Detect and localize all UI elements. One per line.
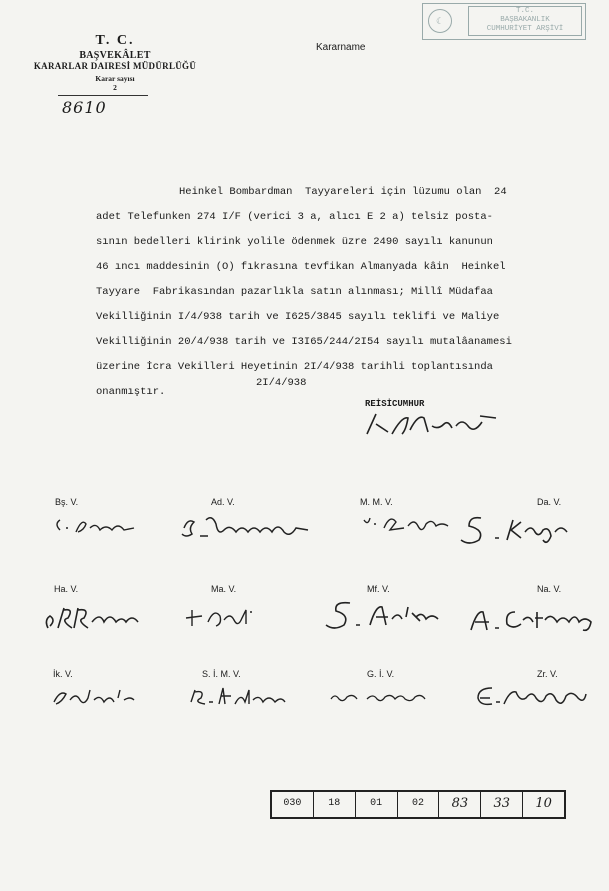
header-office: BAŞVEKÂLET xyxy=(79,50,151,61)
archive-code-strip xyxy=(270,790,566,819)
handwritten-decision-number: 8610 xyxy=(62,98,107,117)
body-line-2: adet Telefunken 274 I/F (verici 3 a, alıcı E 2 a) telsiz posta- xyxy=(96,211,493,223)
minister-signature-mf xyxy=(320,595,450,635)
minister-label-mf: Mf. V. xyxy=(367,584,390,594)
minister-label-na: Na. V. xyxy=(537,584,562,594)
header-underline xyxy=(58,95,148,96)
document-type: Kararname xyxy=(316,42,366,53)
body-line-1: Heinkel Bombardman Tayyareleri için lüzumu olan 24 xyxy=(179,186,507,198)
minister-signature-da xyxy=(455,510,575,550)
archive-code-3: 02 xyxy=(398,792,440,817)
archive-stamp xyxy=(422,3,586,40)
karar-sayisi-label: Karar sayısı xyxy=(95,74,135,83)
stamp-line-1: T.C. xyxy=(515,7,534,15)
archive-code-2: 01 xyxy=(356,792,398,817)
decision-date: 2I/4/938 xyxy=(256,377,307,389)
minister-label-ad: Ad. V. xyxy=(211,497,235,507)
minister-signature-na xyxy=(465,598,605,638)
minister-label-mmv: M. M. V. xyxy=(360,497,393,507)
minister-signature-mmv xyxy=(360,510,460,538)
body-line-5: Tayyare Fabrikasından pazarlıkla satın alınması; Millî Müdafaa xyxy=(96,286,493,298)
minister-signature-gi xyxy=(325,685,435,709)
minister-label-da: Da. V. xyxy=(537,497,562,507)
archive-code-4: 83 xyxy=(439,792,481,817)
minister-label-ik: İk. V. xyxy=(53,669,73,679)
minister-label-ma: Ma. V. xyxy=(211,584,237,594)
archive-code-fond: 030 xyxy=(272,792,314,817)
minister-label-zr: Zr. V. xyxy=(537,669,558,679)
archive-code-5: 33 xyxy=(481,792,523,817)
minister-label-sim: S. İ. M. V. xyxy=(202,669,241,679)
body-line-3: sının bedelleri klirink yolile ödenmek üzre 2490 sayılı kanunun xyxy=(96,236,493,248)
body-line-9: onanmıştır. xyxy=(96,386,166,398)
president-signature xyxy=(362,408,502,442)
body-line-4: 46 ıncı maddesinin (O) fıkrasına tevfikan Almanyada kâin Heinkel xyxy=(96,261,506,273)
header-tc: T. C. xyxy=(95,33,135,48)
minister-label-gi: G. İ. V. xyxy=(367,669,395,679)
body-line-8: üzerine İcra Vekilleri Heyetinin 2I/4/938 tarihli toplantısında xyxy=(96,361,493,373)
stamp-line-3: CUMHURİYET ARŞİVİ xyxy=(486,25,564,33)
president-title: REİSİCUMHUR xyxy=(365,399,425,409)
body-line-7: Vekilliğinin 20/4/938 tarih ve I3I65/244/2I54 sayılı mutalâanamesi xyxy=(96,336,512,348)
body-line-6: Vekilliğinin I/4/938 tarih ve I625/3845 sayılı teklifi ve Maliye xyxy=(96,311,500,323)
minister-signature-zr xyxy=(470,678,590,714)
minister-signature-sim xyxy=(185,682,295,712)
minister-signature-ha xyxy=(40,598,150,638)
minister-signature-ik xyxy=(48,682,138,712)
minister-signature-ad xyxy=(178,510,318,544)
stamp-line-2: BAŞBAKANLIK xyxy=(500,16,550,24)
header-department: KARARLAR DAIRESİ MÜDÜRLÜĞÜ xyxy=(33,61,197,71)
minister-label-bs: Bş. V. xyxy=(55,497,79,507)
minister-signature-ma xyxy=(180,600,270,632)
karar-sayisi-value: 2 xyxy=(113,83,117,92)
archive-code-6: 10 xyxy=(535,796,552,811)
minister-signature-bs xyxy=(50,512,140,540)
minister-label-ha: Ha. V. xyxy=(54,584,79,594)
archive-code-1: 18 xyxy=(314,792,356,817)
stamp-crescent-icon: ☾ xyxy=(428,9,452,33)
stamp-box xyxy=(468,6,582,36)
